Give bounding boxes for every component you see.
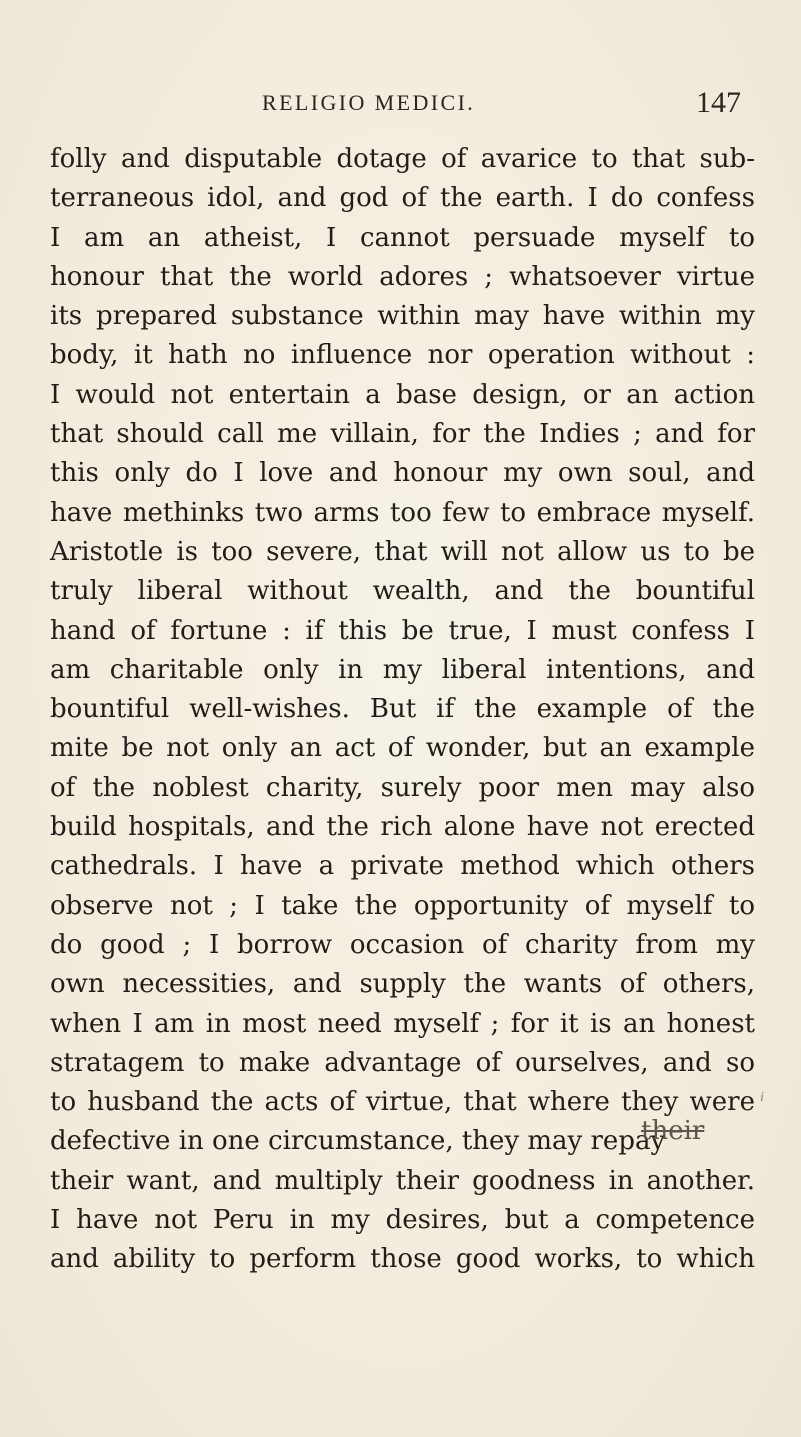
text-line: have methinks two arms too few to embrace myself. [50, 497, 755, 528]
text-line: when I am in most need myself ; for it is an honest [50, 1008, 755, 1039]
text-line: body, it hath no influence nor operation without : [50, 340, 755, 371]
text-line: do good ; I borrow occasion of charity from my [50, 929, 755, 960]
text-line: terraneous idol, and god of the earth. I do confess [50, 183, 755, 214]
page-number: 147 [696, 86, 741, 119]
text-line: I am an atheist, I cannot persuade myself to [50, 222, 755, 253]
text-line: hand of fortune : if this be true, I must confess I [50, 615, 755, 646]
text-line: truly liberal without wealth, and the bountiful [50, 576, 755, 607]
text-line: cathedrals. I have a private method which others [50, 851, 755, 882]
text-line: their want, and multiply their goodness in another. [50, 1165, 755, 1196]
text-line: that should call me villain, for the Indies ; and for [50, 419, 755, 450]
text-line: to husband the acts of virtue, that where they were [50, 1087, 755, 1118]
text-line: defective in one circumstance, they may repay [50, 1126, 666, 1157]
running-head [0, 86, 801, 130]
text-line: this only do I love and honour my own soul, and [50, 458, 755, 489]
body-text [50, 140, 755, 1280]
margin-mark: i [760, 1090, 764, 1105]
text-line: I have not Peru in my desires, but a competence [50, 1205, 755, 1236]
text-line: mite be not only an act of wonder, but an example [50, 733, 755, 764]
text-line: am charitable only in my liberal intentions, and [50, 654, 755, 685]
text-line: Aristotle is too severe, that will not allow us to be [50, 536, 755, 567]
text-line: bountiful well-wishes. But if the example of the [50, 694, 755, 725]
text-line: of the noblest charity, surely poor men may also [50, 772, 755, 803]
struck-out-word: their [641, 1116, 705, 1146]
text-line: build hospitals, and the rich alone have not erected [50, 812, 755, 843]
text-line: I would not entertain a base design, or an action [50, 379, 755, 410]
text-line: stratagem to make advantage of ourselves, and so [50, 1047, 755, 1078]
text-line: its prepared substance within may have within my [50, 301, 755, 332]
text-line: observe not ; I take the opportunity of myself to [50, 890, 755, 921]
text-line: folly and disputable dotage of avarice to that sub- [50, 144, 755, 174]
running-title: RELIGIO MEDICI. [262, 90, 476, 115]
text-line: and ability to perform those good works, to which [50, 1244, 755, 1275]
text-line: own necessities, and supply the wants of others, [50, 969, 755, 1000]
text-line: honour that the world adores ; whatsoever virtue [50, 261, 755, 292]
